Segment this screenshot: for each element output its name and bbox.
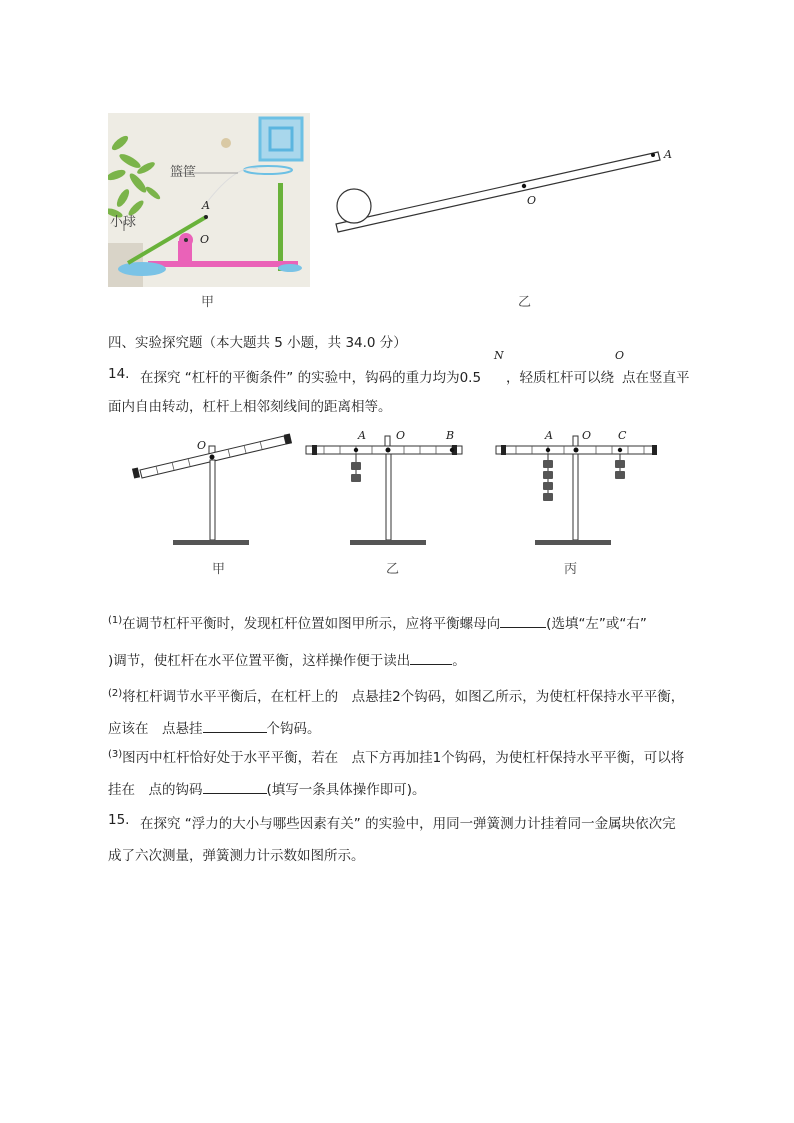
q14-stem-part3: 点在竖直平 <box>622 370 690 386</box>
q14-sub3-line2-a: 挂在 点的钩码 <box>108 782 203 798</box>
q14-stem-part1: 在探究 “杠杆的平衡条件” 的实验中，钩码的重力均为0.5 <box>140 370 482 386</box>
q14-sub2-line1 <box>108 685 684 705</box>
lever-caption-yi: 乙 <box>386 562 400 577</box>
diagram-label-o: O <box>527 194 537 207</box>
q14-sub2-line2-a: 应该在 点悬挂 <box>108 721 203 737</box>
section-heading: 四、实验探究题（本大题共 5 小题，共 34.0 分） <box>108 335 407 351</box>
q14-sub1-text-a: 在调节杠杆平衡时，发现杠杆位置如图甲所示，应将平衡螺母向 <box>122 616 501 632</box>
q14-sub3-text: 图丙中杠杆恰好处于水平平衡，若在 点下方再加挂1个钩码，为使杠杆保持水平平衡，可以将 <box>122 750 685 766</box>
q14-point-o: O <box>615 349 625 362</box>
q14-number: 14. <box>108 366 130 382</box>
q15-number: 15. <box>108 812 130 828</box>
lever-yi <box>306 436 462 545</box>
q14-sub3-number: (3) <box>108 749 123 760</box>
q14-unit-n: N <box>494 349 504 362</box>
photo-label-o: O <box>200 233 210 246</box>
q14-sub2-number: (2) <box>108 688 123 699</box>
q14-sub1-blank2[interactable] <box>410 652 452 665</box>
q14-stem-part2: ，轻质杠杆可以绕 <box>506 370 614 386</box>
q14-stem-line2: 面内自由转动，杠杆上相邻刻线间的距离相等。 <box>108 399 392 415</box>
q14-sub3-line2-b: (填写一条具体操作即可)。 <box>266 782 426 798</box>
basketball-launcher-photo <box>108 113 310 287</box>
q14-sub2-line2 <box>108 717 321 737</box>
lever-yi-label-o: O <box>396 429 406 442</box>
q14-sub3-line1 <box>108 746 684 766</box>
q14-sub1-line1 <box>108 612 647 632</box>
q15-stem-line2: 成了六次测量，弹簧测力计示数如图所示。 <box>108 848 365 864</box>
q14-sub1-text-b: (选填“左”或“右” <box>546 616 647 632</box>
lever-ball-diagram <box>328 140 688 240</box>
lever-bing-label-a: A <box>545 429 553 442</box>
q14-sub2-blank[interactable] <box>203 720 267 733</box>
diagram-label-a: A <box>664 148 672 161</box>
lever-yi-label-b: B <box>446 429 455 442</box>
q14-sub2-line2-b: 个钩码。 <box>266 721 321 737</box>
q14-sub1-line2 <box>108 649 466 669</box>
lever-caption-jia: 甲 <box>212 562 226 577</box>
lever-jia-label-o: O <box>197 439 207 452</box>
lever-yi-label-a: A <box>358 429 366 442</box>
q14-sub2-text: 将杠杆调节水平平衡后，在杠杆上的 点悬挂2个钩码，如图乙所示，为使杠杆保持水平平衡， <box>122 689 685 705</box>
q14-sub1-number: (1) <box>108 615 123 626</box>
lever-bing-label-c: C <box>618 429 627 442</box>
q14-sub1-line2-b: 。 <box>452 653 466 669</box>
q14-sub1-blank1[interactable] <box>500 615 546 628</box>
photo-label-basket: 篮筐 <box>170 165 197 180</box>
caption-yi-top: 乙 <box>518 295 532 310</box>
lever-jia <box>132 433 292 545</box>
q15-stem-line1: 在探究 “浮力的大小与哪些因素有关” 的实验中，用同一弹簧测力计挂着同一金属块依次完 <box>140 816 676 832</box>
caption-jia-top: 甲 <box>201 295 215 310</box>
photo-label-ball: 小球 <box>110 215 137 230</box>
lever-bing-label-o: O <box>582 429 592 442</box>
q14-sub3-line2 <box>108 778 426 798</box>
lever-bing <box>496 436 657 545</box>
photo-label-a: A <box>202 199 210 212</box>
q14-sub3-blank[interactable] <box>203 781 267 794</box>
q14-sub1-line2-a: )调节，使杠杆在水平位置平衡，这样操作便于读出 <box>108 653 411 669</box>
lever-figures <box>130 428 670 558</box>
lever-caption-bing: 丙 <box>564 562 578 577</box>
